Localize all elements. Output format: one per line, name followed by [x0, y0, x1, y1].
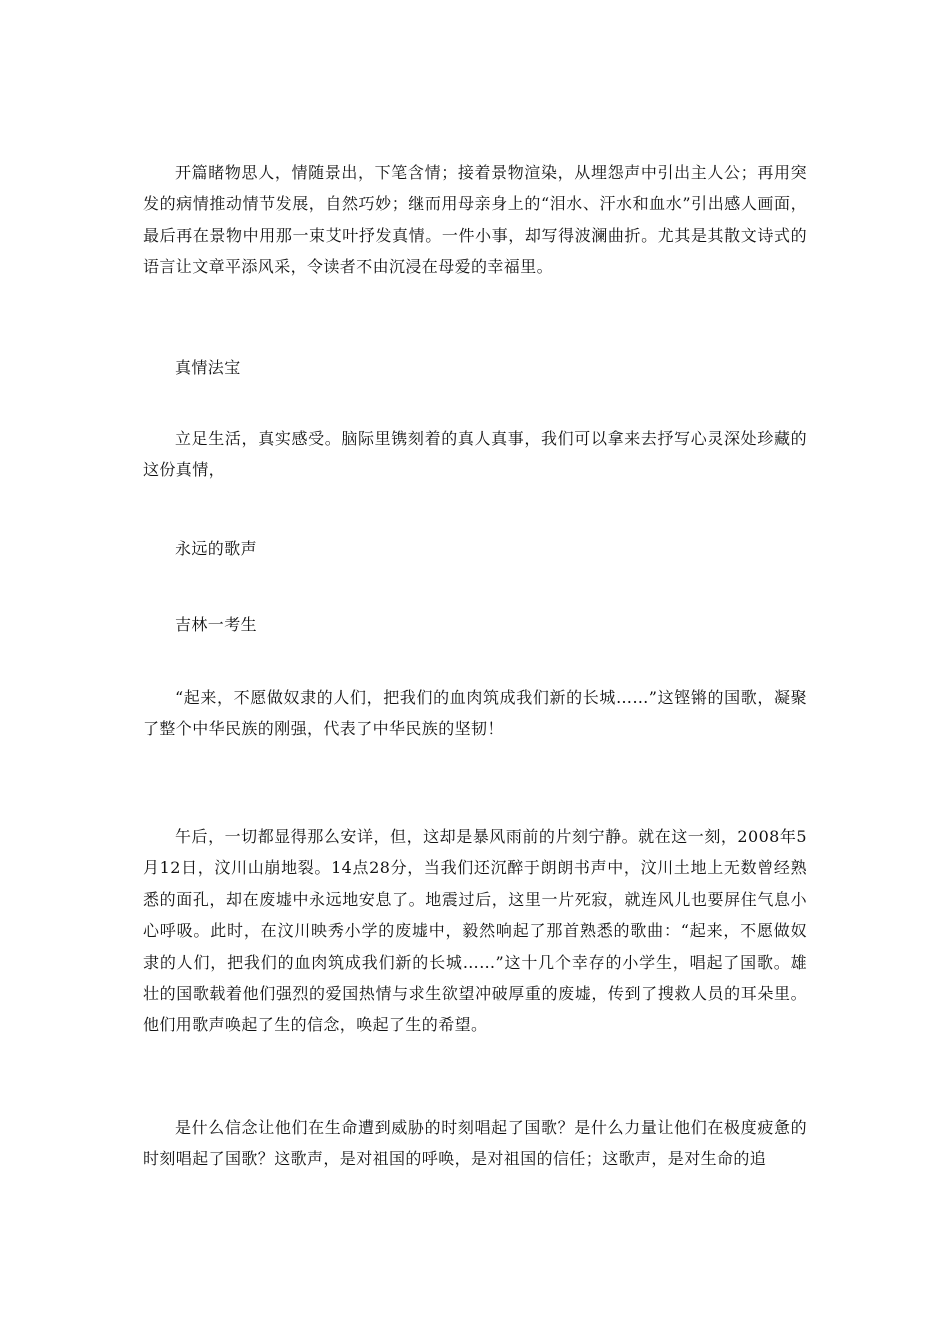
essay-paragraph: “起来，不愿做奴隶的人们，把我们的血肉筑成我们新的长城……”这铿锵的国歌，凝聚了整个中华民族的刚强，代表了中华民族的坚韧！	[143, 688, 807, 739]
commentary-paragraph: 开篇睹物思人，情随景出，下笔含情；接着景物渲染，从埋怨声中引出主人公；再用突发的病情推动情节发展，自然巧妙；继而用母亲身上的“泪水、汗水和血水”引出感人画面，最后再在景物中用那一束艾叶抒发真情。一件小事，却写得波澜曲折。尤其是其散文诗式的语言让文章平添风采，令读者不由沉浸在母爱的幸福里。	[143, 163, 807, 277]
tip-paragraph: 立足生活，真实感受。脑际里镌刻着的真人真事，我们可以拿来去抒写心灵深处珍藏的这份真情，	[143, 429, 807, 480]
essay-paragraph: 午后，一切都显得那么安详，但，这却是暴风雨前的片刻宁静。就在这一刻，2008年5月12日，汶川山崩地裂。14点28分，当我们还沉醉于朗朗书声中，汶川土地上无数曾经熟悉的面孔，却在废墟中永远地安息了。地震过后，这里一片死寂，就连风儿也要屏住气息小心呼吸。此时，在汶川映秀小学的废墟中，毅然响起了那首熟悉的歌曲：“起来，不愿做奴隶的人们，把我们的血肉筑成我们新的长城……”这十几个幸存的小学生，唱起了国歌。雄壮的国歌载着他们强烈的爱国热情与求生欲望冲破厚重的废墟，传到了搜救人员的耳朵里。他们用歌声唤起了生的信念，唤起了生的希望。	[143, 827, 807, 1035]
essay-paragraph: 是什么信念让他们在生命遭到威胁的时刻唱起了国歌？是什么力量让他们在极度疲惫的时刻唱起了国歌？这歌声，是对祖国的呼唤，是对祖国的信任；这歌声，是对生命的追	[143, 1118, 807, 1169]
essay-author: 吉林一考生	[175, 615, 258, 634]
essay-title: 永远的歌声	[175, 539, 258, 558]
section-heading: 真情法宝	[175, 358, 241, 377]
